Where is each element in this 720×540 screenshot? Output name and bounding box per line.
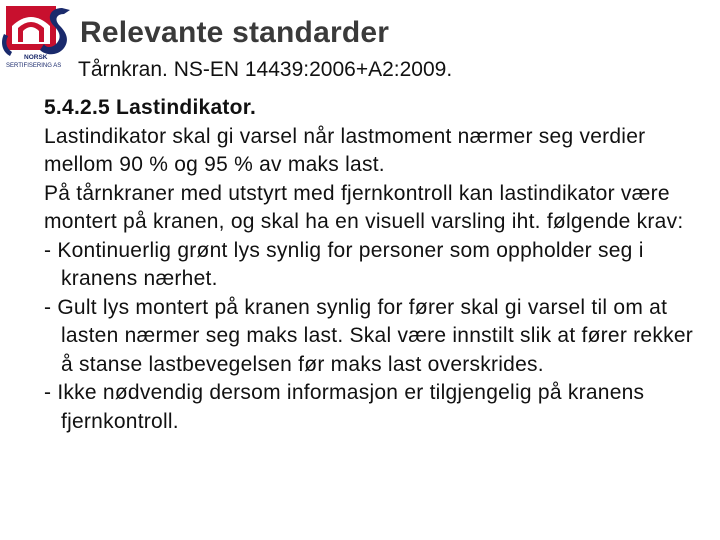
main-content bbox=[44, 94, 694, 436]
paragraph-2: På tårnkraner med utstyrt med fjernkontroll kan lastindikator være montert på kranen, og skal ha en visuell varsling iht. følgende krav: bbox=[44, 181, 684, 233]
bullet-item-1: - Kontinuerlig grønt lys synlig for personer som oppholder seg i kranens nærhet. bbox=[44, 238, 644, 290]
logo-text-line2: SERTIFISERING AS bbox=[6, 63, 62, 69]
logo-graphic bbox=[0, 4, 80, 74]
norsk-sertifisering-logo bbox=[0, 4, 80, 74]
bullet-item-2: - Gult lys montert på kranen synlig for fører skal gi varsel til om at lasten nærmer seg maks last. Skal være innstilt slik at fører rekker å stanse lastbevegelsen før maks last overskrides. bbox=[44, 295, 694, 376]
page-title: Relevante standarder bbox=[80, 16, 390, 49]
section-heading: 5.4.2.5 Lastindikator. bbox=[44, 96, 257, 119]
page-subtitle: Tårnkran. NS-EN 14439:2006+A2:2009. bbox=[78, 58, 453, 81]
bullet-item-3: - Ikke nødvendig dersom informasjon er tilgjengelig på kranens fjernkontroll. bbox=[44, 381, 645, 433]
logo-text-line1: NORSK bbox=[24, 54, 48, 61]
paragraph-1: Lastindikator skal gi varsel når lastmoment nærmer seg verdier mellom 90 % og 95 % av maks last. bbox=[44, 124, 646, 176]
logo-inner-arch-2 bbox=[23, 27, 39, 42]
